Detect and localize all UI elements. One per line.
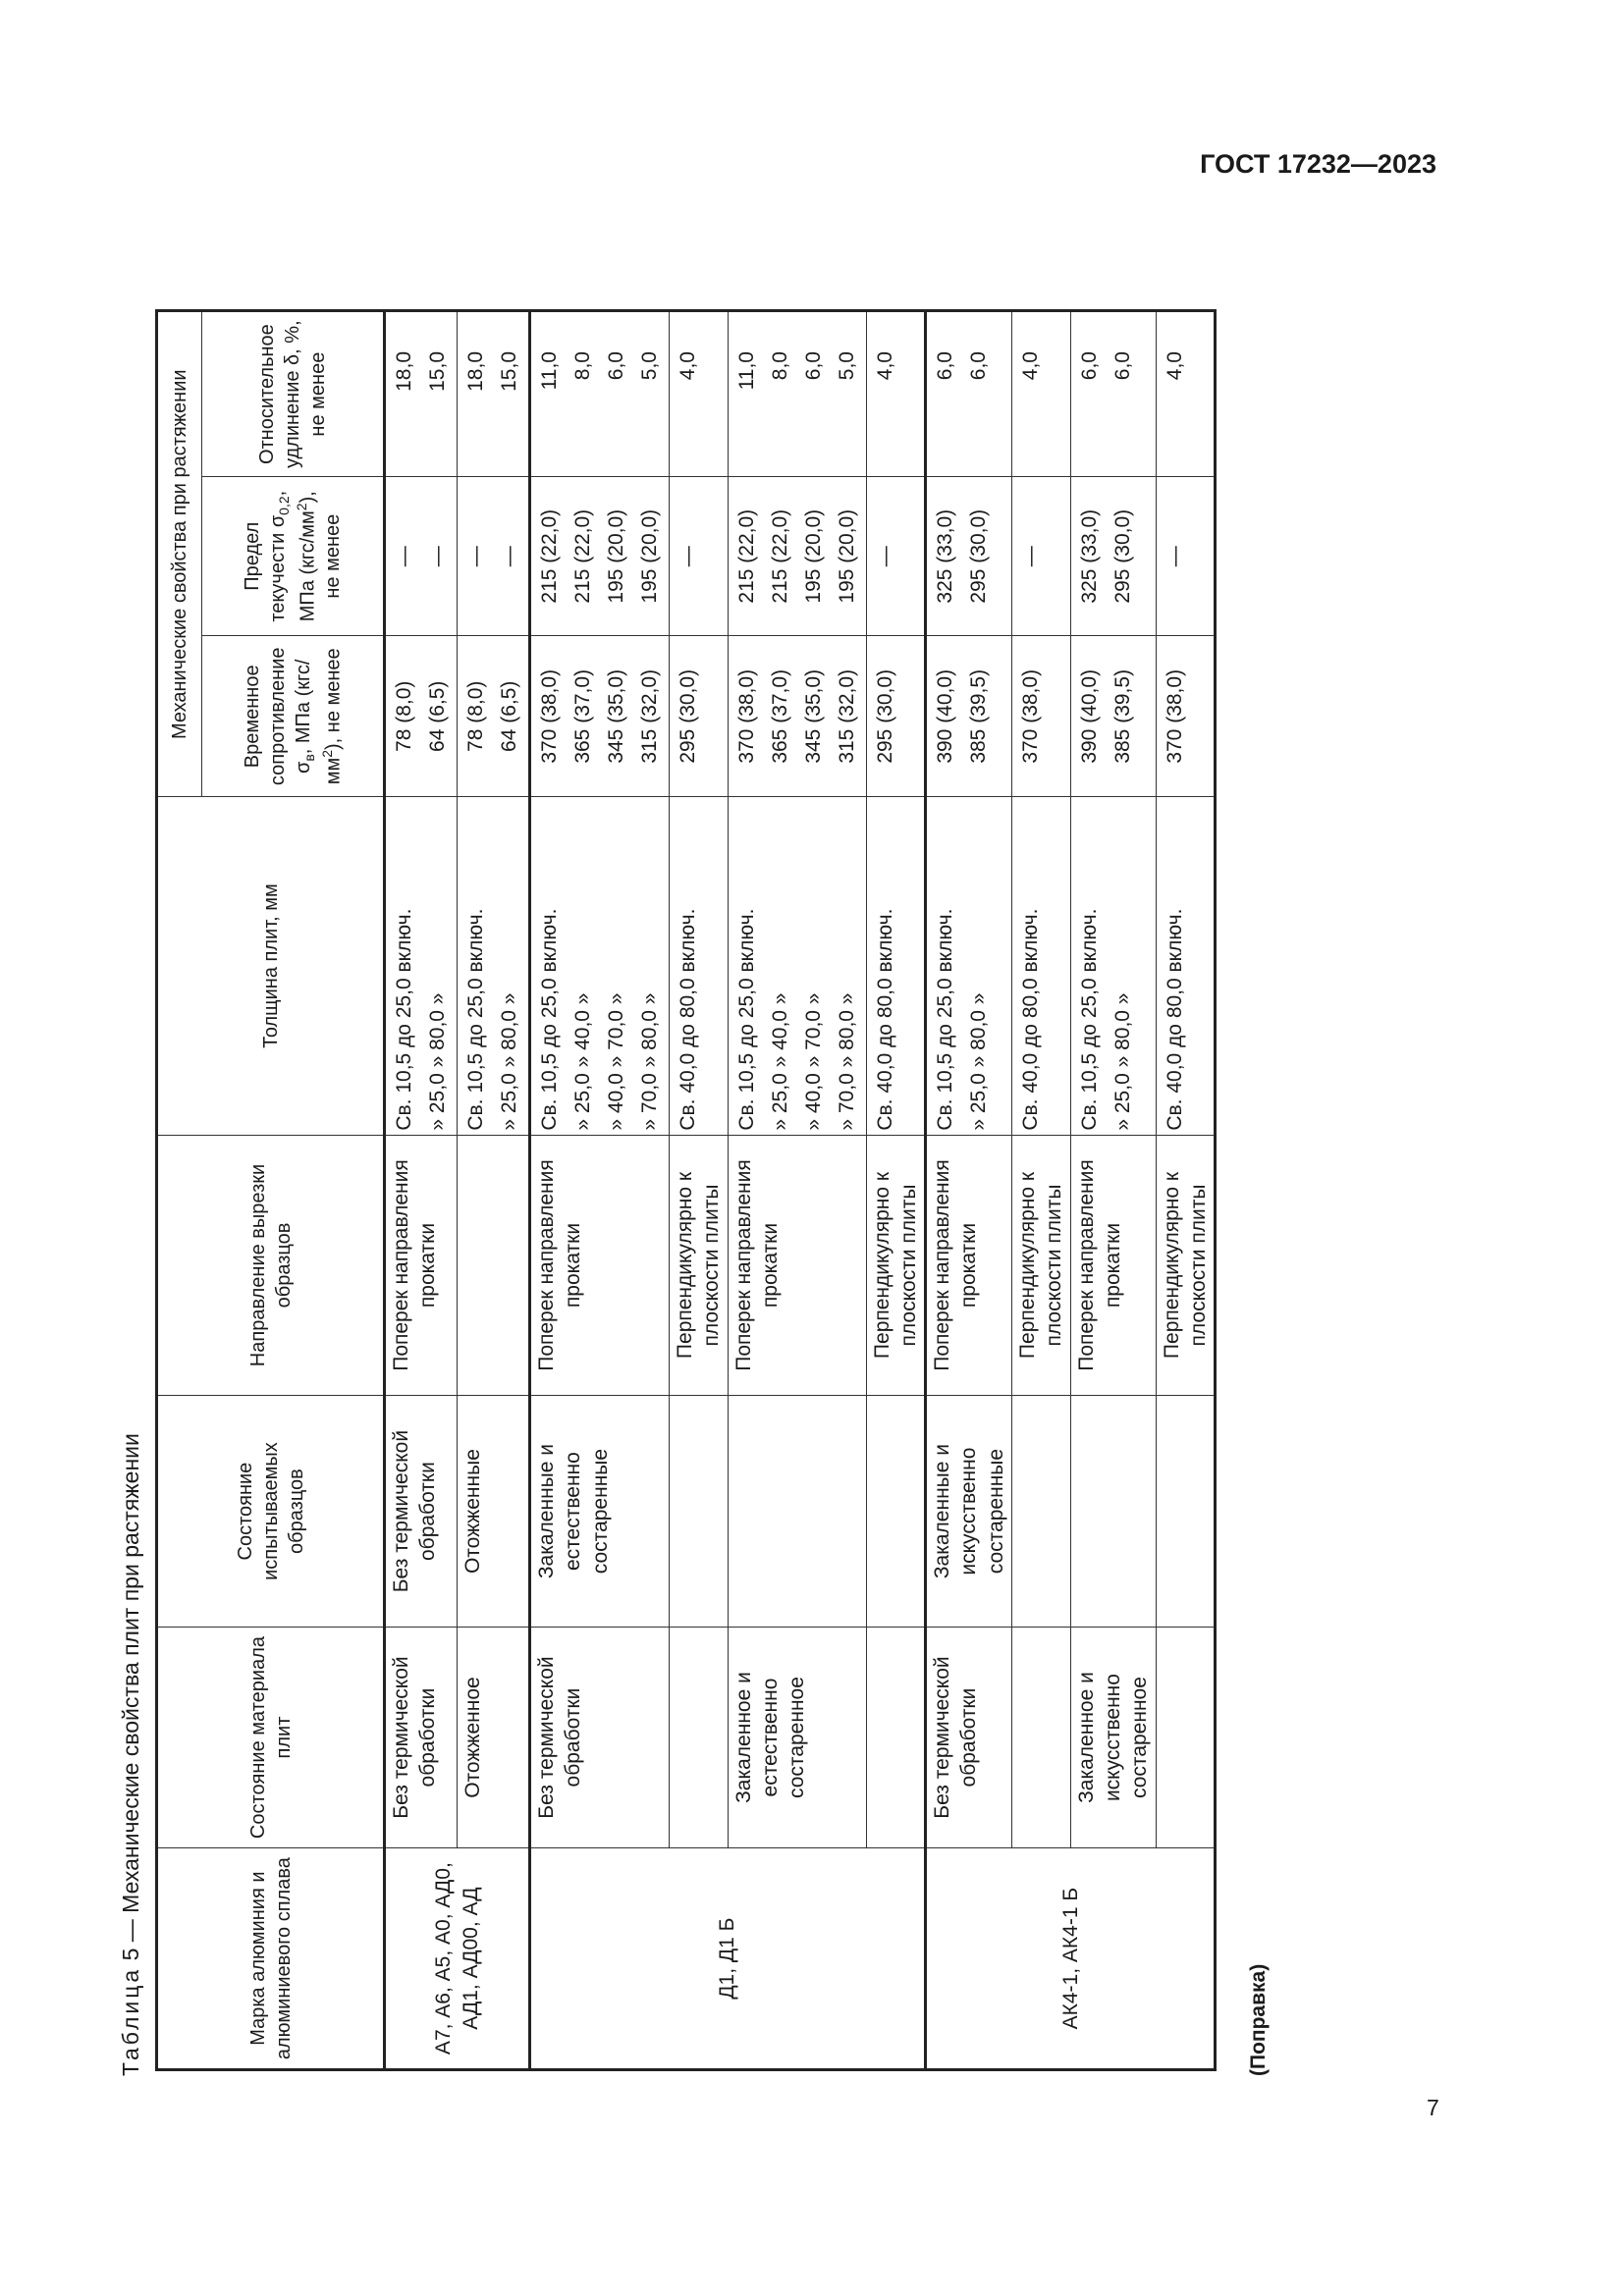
cell-line: » 25,0 » 80,0 » [498,992,520,1131]
cell-line: 370 (38,0) [538,668,561,764]
table-row [1070,311,1156,2070]
elongation-cell [530,311,670,477]
cell-line: 325 (33,0) [934,508,957,604]
cell-line: 315 (32,0) [835,668,858,764]
thickness-cell [926,797,1012,1135]
col-thickness: Толщина плит, мм [157,797,385,1135]
tensile-cell [1156,636,1216,797]
cell-line: 195 (20,0) [605,508,627,604]
material-state-cell [866,1627,926,1847]
cell-line: Св. 10,5 до 25,0 включ. [464,908,487,1131]
cell-line: 295 (30,0) [677,668,699,764]
yield-cell [385,477,458,636]
direction-cell: Поперек направления прокатки [1070,1135,1156,1396]
table-row [1156,311,1216,2070]
cell-line: » 40,0 » 70,0 » [605,992,627,1131]
cell-line: 195 (20,0) [835,508,858,604]
cell-line: 215 (22,0) [734,508,758,604]
cell-line: — [1019,546,1043,567]
standard-number: ГОСТ 17232—2023 [1200,149,1436,179]
direction-cell: Перпендикулярно к плоскости плиты [1156,1135,1216,1396]
col-direction: Направление вырезки образцов [157,1135,385,1396]
cell-line: 215 (22,0) [768,508,791,604]
cell-line: 15,0 [498,351,520,392]
cell-line: 11,0 [538,351,561,391]
direction-cell: Перпендикулярно к плоскости плиты [1012,1135,1071,1396]
rotated-table-block [118,309,1296,2096]
specimen-state-cell: Закаленные и естественно состаренные [530,1396,670,1627]
cell-line: 8,0 [571,351,594,381]
elongation-cell [866,311,926,477]
cell-line: 4,0 [1019,351,1043,381]
cell-line: 370 (38,0) [1019,668,1043,764]
cell-line: 18,0 [393,351,415,392]
elongation-cell [1012,311,1071,477]
cell-line: 315 (32,0) [638,668,661,764]
cell-line: 15,0 [426,351,449,392]
yield-cell [1156,477,1216,636]
cell-line: 5,0 [835,351,858,381]
cell-line: 6,0 [934,351,957,381]
cell-line: — [677,546,699,567]
elongation-cell [1070,311,1156,477]
table-row [385,311,458,2070]
yield-cell [1070,477,1156,636]
tensile-cell [866,636,926,797]
table-row [926,311,1012,2070]
material-state-cell: Без термической обработки [385,1627,458,1847]
elongation-cell [458,311,530,477]
cell-line: 370 (38,0) [734,668,758,764]
tensile-cell [1012,636,1071,797]
col-specimen-state: Состояние испытываемых образцов [157,1396,385,1627]
cell-line: — [464,546,487,567]
thickness-cell [385,797,458,1135]
direction-cell: Поперек направления прокатки [926,1135,1012,1396]
material-state-cell [670,1627,729,1847]
cell-line: 365 (37,0) [768,668,791,764]
cell-line: Св. 40,0 до 80,0 включ. [1163,908,1186,1131]
direction-cell: Поперек направления прокатки [385,1135,458,1396]
grade-cell: Д1, Д1 Б [530,1848,926,2070]
cell-line: » 25,0 » 80,0 » [967,992,991,1131]
specimen-state-cell [670,1396,729,1627]
cell-line: » 25,0 » 80,0 » [1110,992,1134,1131]
specimen-state-cell [1012,1396,1071,1627]
caption-title: Механические свойства плит при растяжении [118,1433,143,1913]
yield-cell [1012,477,1071,636]
table-row [1012,311,1071,2070]
caption-dash: — [118,1919,143,1943]
thickness-cell [1156,797,1216,1135]
cell-line: 295 (30,0) [873,668,896,764]
table-row [670,311,729,2070]
thickness-cell [1012,797,1071,1135]
table-row [458,311,530,2070]
cell-line: Св. 10,5 до 25,0 включ. [1077,908,1101,1131]
direction-cell: Перпендикулярно к плоскости плиты [670,1135,729,1396]
cell-line: — [1163,546,1186,567]
cell-line: 345 (35,0) [605,668,627,764]
cell-line: » 70,0 » 80,0 » [638,992,661,1131]
cell-line: 295 (30,0) [967,508,991,604]
cell-line: 295 (30,0) [1110,508,1134,604]
cell-line: 365 (37,0) [571,668,594,764]
yield-cell [670,477,729,636]
table-caption [118,1433,144,2076]
cell-line: 6,0 [605,351,627,381]
table-row [530,311,670,2070]
tensile-cell [385,636,458,797]
cell-line: 195 (20,0) [638,508,661,604]
cell-line: — [426,546,449,567]
cell-line: » 25,0 » 40,0 » [571,992,594,1131]
cell-line: Св. 40,0 до 80,0 включ. [677,908,699,1131]
specimen-state-cell: Закаленные и искусственно состаренные [926,1396,1012,1627]
amendment-note: (Поправка) [1247,1963,1270,2076]
direction-cell: Поперек направления прокатки [728,1135,866,1396]
direction-cell [458,1135,530,1396]
col-yield: Предел текучести $\sigma_{0,2}$, МПа $(кгс/мм^2)$, не менее [202,477,385,636]
cell-line: 5,0 [638,351,661,381]
specimen-state-cell [1156,1396,1216,1627]
specimen-state-cell [728,1396,866,1627]
thickness-cell [866,797,926,1135]
material-state-cell: Отожженное [458,1627,530,1847]
cell-line: Св. 40,0 до 80,0 включ. [1019,908,1043,1131]
specimen-state-cell: Отожженные [458,1396,530,1627]
col-grade: Марка алюминия и алюминиевого сплава [157,1848,385,2070]
material-state-cell [1156,1627,1216,1847]
tensile-cell [926,636,1012,797]
specimen-state-cell [1070,1396,1156,1627]
yield-cell [530,477,670,636]
cell-line: Св. 10,5 до 25,0 включ. [934,908,957,1131]
material-state-cell: Закаленное и искусственно состаренное [1070,1627,1156,1847]
yield-cell [728,477,866,636]
thickness-cell [670,797,729,1135]
col-material-state: Состояние материала плит [157,1627,385,1847]
tensile-cell [728,636,866,797]
cell-line: Св. 10,5 до 25,0 включ. [734,908,758,1131]
direction-cell: Перпендикулярно к плоскости плиты [866,1135,926,1396]
table-body [385,311,1216,2070]
cell-line: 64 (6,5) [498,680,520,752]
cell-line: 11,0 [734,351,758,391]
cell-line: » 70,0 » 80,0 » [835,992,858,1131]
col-elongation: Относительное удлинение δ, %, не менее [202,311,385,477]
tensile-cell [458,636,530,797]
col-group: Механические свойства при растяжении [157,311,202,797]
specimen-state-cell [866,1396,926,1627]
direction-cell: Поперек направления прокатки [530,1135,670,1396]
specimen-state-cell: Без термической обработки [385,1396,458,1627]
yield-cell [866,477,926,636]
cell-line: 78 (8,0) [464,680,487,752]
yield-cell [458,477,530,636]
cell-line: 195 (20,0) [801,508,825,604]
caption-label: Таблица [118,1966,143,2076]
cell-line: — [873,546,896,567]
thickness-cell [1070,797,1156,1135]
cell-line: 215 (22,0) [538,508,561,604]
cell-line: Св. 40,0 до 80,0 включ. [873,908,896,1131]
cell-line: 385 (39,5) [1110,668,1134,764]
cell-line: 325 (33,0) [1077,508,1101,604]
tensile-cell [530,636,670,797]
caption-number: 5 [118,1948,143,1961]
cell-line: » 25,0 » 80,0 » [426,992,449,1131]
cell-line: Св. 10,5 до 25,0 включ. [393,908,415,1131]
material-state-cell: Без термической обработки [530,1627,670,1847]
cell-line: 4,0 [677,351,699,381]
cell-line: 6,0 [967,351,991,381]
cell-line: 8,0 [768,351,791,381]
cell-line: 64 (6,5) [426,680,449,752]
cell-line: — [393,546,415,567]
material-state-cell [1012,1627,1071,1847]
material-state-cell: Без термической обработки [926,1627,1012,1847]
cell-line: 385 (39,5) [967,668,991,764]
thickness-cell [728,797,866,1135]
cell-line: 345 (35,0) [801,668,825,764]
cell-line: » 25,0 » 40,0 » [768,992,791,1131]
cell-line: 6,0 [1110,351,1134,381]
elongation-cell [1156,311,1216,477]
cell-line: 6,0 [1077,351,1101,381]
grade-cell: А7, А6, А5, А0, АД0, АД1, АД00, АД [385,1848,530,2070]
col-tensile: Временное сопротивление $\sigma_в$, МПа $(кгс/мм^2)$, не менее [202,636,385,797]
table-row [728,311,866,2070]
elongation-cell [385,311,458,477]
cell-line: 390 (40,0) [1077,668,1101,764]
material-state-cell: Закаленное и естественно состаренное [728,1627,866,1847]
elongation-cell [728,311,866,477]
cell-line: 78 (8,0) [393,680,415,752]
table-row [866,311,926,2070]
tensile-cell [670,636,729,797]
cell-line: — [498,546,520,567]
thickness-cell [458,797,530,1135]
cell-line: 370 (38,0) [1163,668,1186,764]
page-number: 7 [1427,2095,1439,2120]
grade-cell: АК4-1, АК4-1 Б [926,1848,1216,2070]
cell-line: » 40,0 » 70,0 » [801,992,825,1131]
elongation-cell [926,311,1012,477]
cell-line: 215 (22,0) [571,508,594,604]
cell-line: 18,0 [464,351,487,392]
cell-line: 390 (40,0) [934,668,957,764]
yield-cell [926,477,1012,636]
tensile-cell [1070,636,1156,797]
cell-line: 4,0 [1163,351,1186,381]
thickness-cell [530,797,670,1135]
cell-line: 4,0 [873,351,896,381]
cell-line: 6,0 [801,351,825,381]
cell-line: Св. 10,5 до 25,0 включ. [538,908,561,1131]
properties-table [155,309,1217,2071]
elongation-cell [670,311,729,477]
